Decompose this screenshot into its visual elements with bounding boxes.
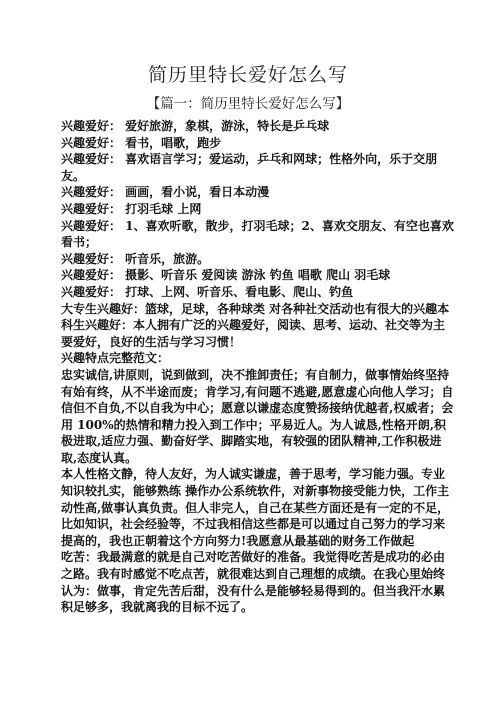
paragraph: 兴趣爱好： 打球、上网、听音乐、看电影、爬山、钓鱼	[61, 284, 354, 299]
paragraph: 兴趣爱好： 听音乐，旅游。	[61, 251, 210, 266]
section-heading: 【篇一：简历里特长爱好怎么写】	[146, 96, 350, 112]
paragraph: 兴趣爱好： 看书，唱歌，跑步	[61, 135, 222, 150]
paragraph: 大专生兴趣好：篮球，足球，各种球类 对各种社交活动也有很大的兴趣本科生兴趣好：本人拥有广泛的兴趣爱好，阅读、思考、运动、社交等为主要爱好，良好的生活与学习习惯！	[61, 301, 450, 349]
paragraph: 本人性格文静，待人友好，为人诚实谦虚，善于思考，学习能力强。专业知识较扎实，能够熟练 操作办公系统软件，对新事物接受能力快，工作主动性高,做事认真负责。但人非完人，自己在某些方面还是有一定的不足，比如知识，社会经验等，不过我相信这些都是可以通过自己努力的学习来提高的，我也正朝着这个方向努力!我愿意从最基础的财务工作做起	[61, 467, 450, 548]
document-body	[61, 118, 456, 616]
paragraph: 兴趣爱好： 打羽毛球 上网	[61, 201, 202, 216]
paragraph: 兴趣爱好： 摄影、听音乐 爱阅读 游泳 钓鱼 唱歌 爬山 羽毛球	[61, 268, 391, 283]
document-title: 简历里特长爱好怎么写	[147, 64, 348, 86]
paragraph: 吃苦：我最满意的就是自己对吃苦做好的准备。我觉得吃苦是成功的必由之路。我有时感觉不吃点苦，就很难达到自己理想的成绩。在我心里始终认为：做事，肯定先苦后甜，没有什么是能够轻易得到的。但当我汗水累积足够多，我就离我的目标不远了。	[61, 550, 446, 615]
paragraph: 兴趣爱好： 画画，看小说，看日本动漫	[61, 185, 270, 200]
paragraph: 兴趣爱好： 喜欢语言学习；爱运动，乒乓和网球；性格外向，乐于交朋友。	[61, 152, 438, 183]
paragraph: 兴趣爱好： 1、喜欢听歌，散步，打羽毛球；2、喜欢交朋友、有空也喜欢看书；	[61, 218, 454, 250]
paragraph: 兴趣爱好： 爱好旅游，象棋，游泳，特长是乒乓球	[61, 119, 330, 133]
paragraph: 兴趣特点完整范文：	[61, 351, 170, 366]
paragraph: 忠实诚信,讲原则，说到做到，决不推卸责任；有自制力，做事情始终坚持有始有终，从不半途而废；肯学习,有问题不逃避,愿意虚心向他人学习；自信但不自负,不以自我为中心；愿意以谦虚态度赞扬接纳优越者,权威者；会用 100%的热情和精力投入到工作中；平易近人。为人诚恳,性格开朗,积极进取,适应力强、勤奋好学、脚踏实地，有较强的团队精神,工作积极进取,态度认真。	[61, 367, 454, 465]
